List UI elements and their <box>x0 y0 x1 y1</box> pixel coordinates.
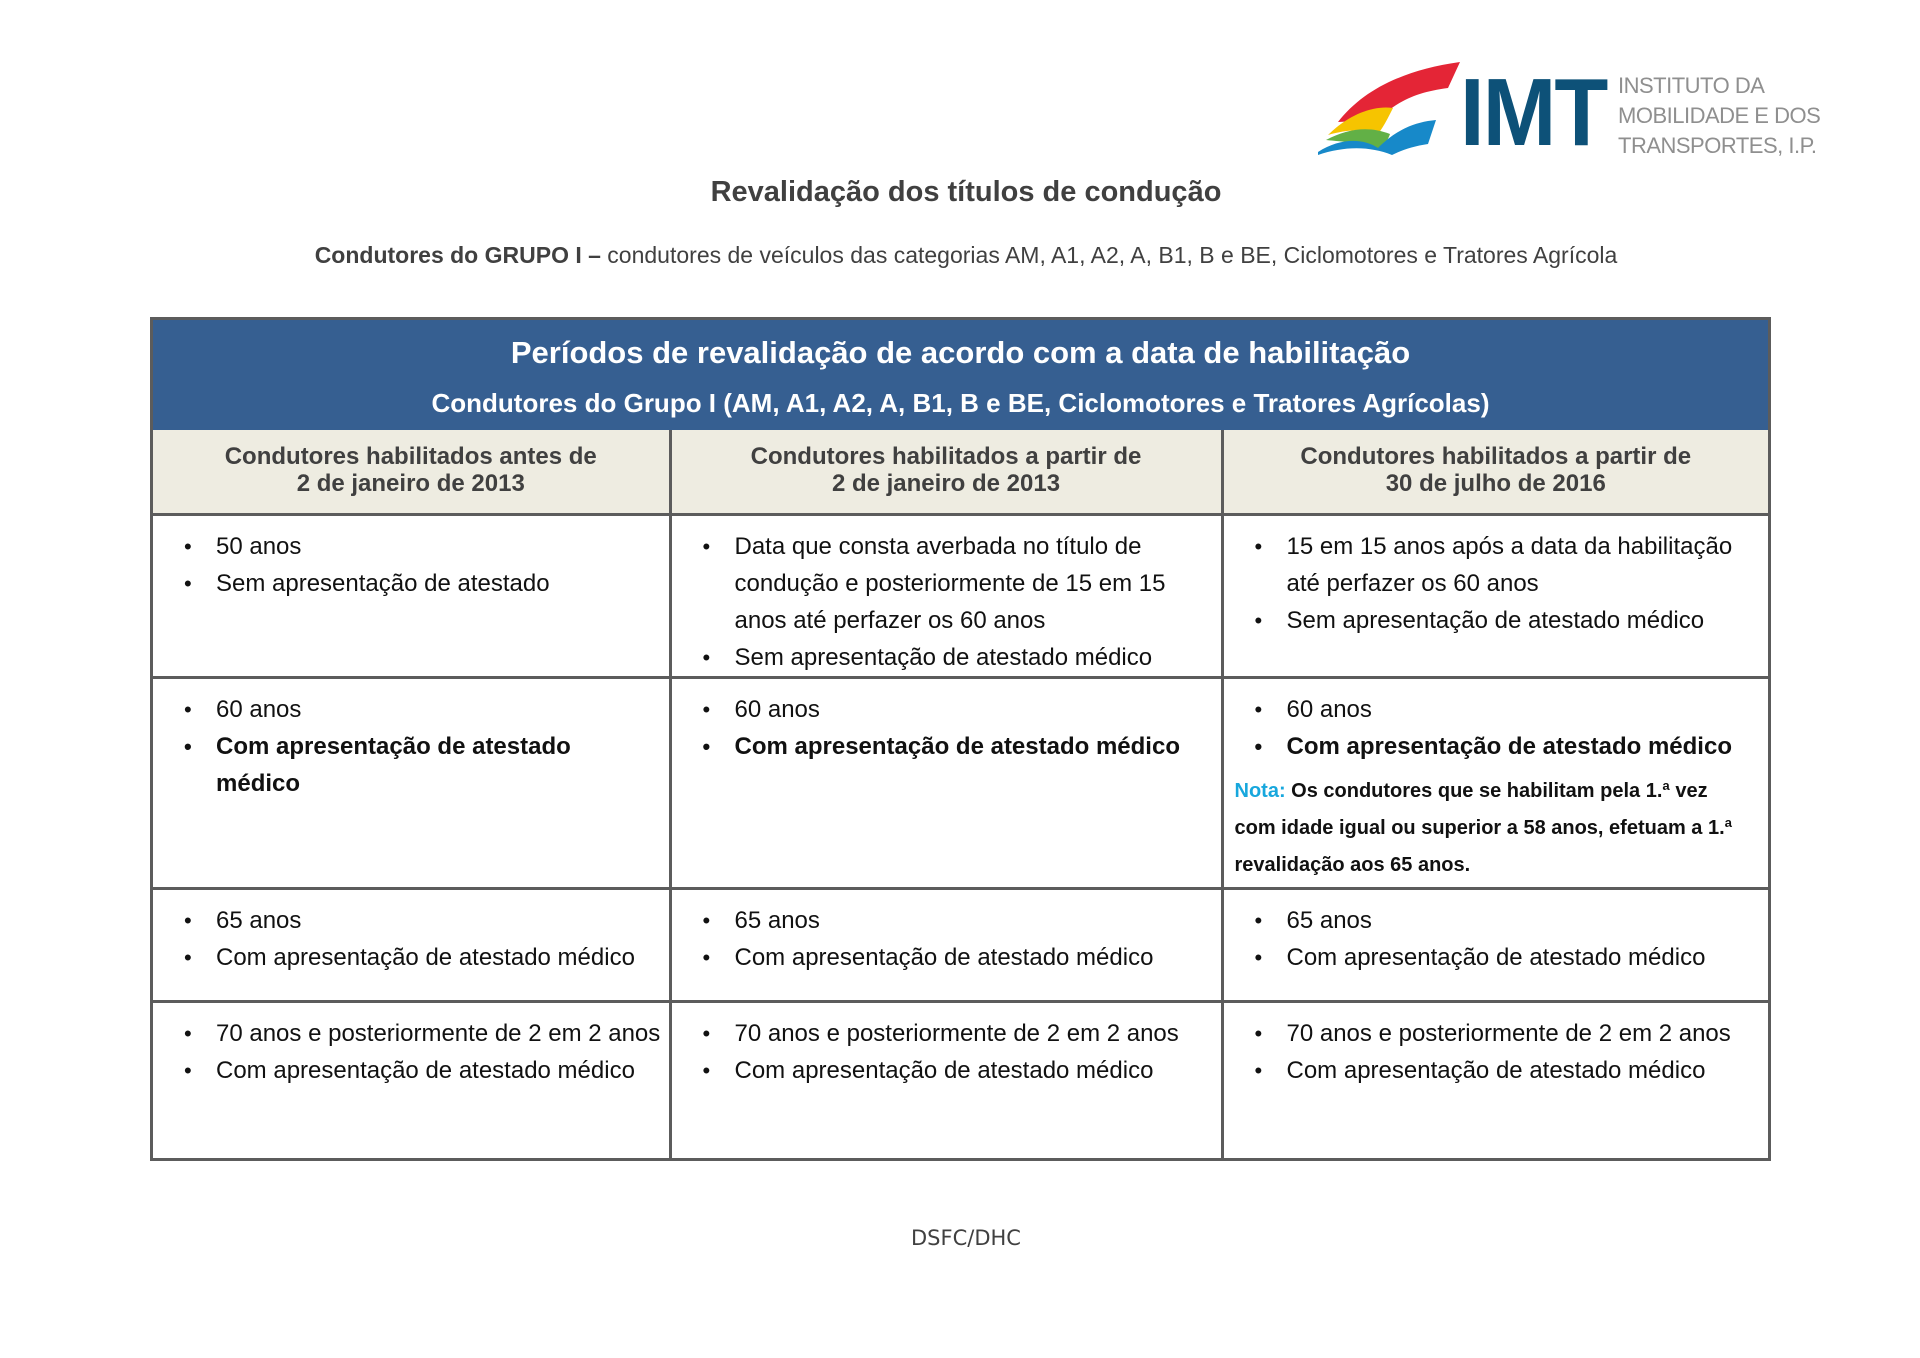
column-header-line: 2 de janeiro de 2013 <box>296 470 525 497</box>
list-item: • Data que consta averbada no título de condução e posteriormente de 15 em 15 anos até perfazer os 60 anos <box>735 528 1213 639</box>
table-row <box>153 514 1768 677</box>
list-item: • Com apresentação de atestado médico <box>1287 728 1761 765</box>
column-header-line: Condutores habilitados a partir de <box>1300 443 1692 470</box>
note <box>1235 773 1755 884</box>
list-item: • Com apresentação de atestado médico <box>216 939 661 976</box>
table-row <box>153 888 1768 1001</box>
logo-name-line: MOBILIDADE E DOS <box>1618 103 1821 128</box>
list-item: • Com apresentação de atestado médico <box>735 939 1213 976</box>
column-header-row <box>153 430 1768 514</box>
page-subtitle <box>0 242 1920 269</box>
list-item: • Com apresentação de atestado médico <box>1287 939 1761 976</box>
list-item: • 65 anos <box>216 902 661 939</box>
imt-logo-name <box>1618 71 1820 161</box>
note-text: Os condutores que se habilitam pela 1.ª vez com idade igual ou superior a 58 anos, efetuam a 1.ª revalidação aos 65 anos. <box>1234 779 1733 876</box>
table-cell <box>1222 514 1768 677</box>
list-item: • 65 anos <box>1287 902 1761 939</box>
list-item: • 70 anos e posteriormente de 2 em 2 anos <box>1287 1015 1761 1052</box>
logo-name-line: INSTITUTO DA <box>1618 73 1765 98</box>
column-header-line: 2 de janeiro de 2013 <box>831 470 1061 497</box>
list-item: • 70 anos e posteriormente de 2 em 2 anos <box>216 1015 661 1052</box>
revalidation-table <box>150 317 1771 1161</box>
table-cell <box>670 514 1222 677</box>
page-title: Revalidação dos títulos de condução <box>710 176 1222 208</box>
table-cell <box>1222 677 1768 888</box>
list-item: • 60 anos <box>735 691 1213 728</box>
banner-subtitle: Condutores do Grupo I (AM, A1, A2, A, B1, B e BE, Ciclomotores e Tratores Agrícolas) <box>431 388 1490 418</box>
list-item: • Com apresentação de atestado médico <box>216 728 661 802</box>
column-header-line: Condutores habilitados antes de <box>224 443 597 470</box>
imt-logo-wave-icon <box>1318 60 1463 155</box>
table-cell <box>670 1001 1222 1158</box>
table-cell <box>153 1001 670 1158</box>
list-item: • 70 anos e posteriormente de 2 em 2 anos <box>735 1015 1213 1052</box>
table-row <box>153 1001 1768 1158</box>
table-cell <box>670 888 1222 1001</box>
list-item: • Sem apresentação de atestado médico <box>735 639 1213 676</box>
logo-name-line: TRANSPORTES, I.P. <box>1618 133 1817 158</box>
list-item: • Com apresentação de atestado médico <box>1287 1052 1761 1089</box>
imt-logo-letters: IMT <box>1460 59 1607 166</box>
footer-code: DSFC/DHC <box>911 1226 1021 1250</box>
column-header-line: Condutores habilitados a partir de <box>750 443 1142 470</box>
table-row <box>153 677 1768 888</box>
table-cell <box>1222 888 1768 1001</box>
banner-title: Períodos de revalidação de acordo com a data de habilitação <box>510 335 1411 370</box>
list-item: • Com apresentação de atestado médico <box>735 1052 1213 1089</box>
list-item: • 65 anos <box>735 902 1213 939</box>
imt-logo <box>1318 59 1828 166</box>
list-item: • Sem apresentação de atestado médico <box>1287 602 1761 639</box>
list-item: • Com apresentação de atestado médico <box>216 1052 661 1089</box>
column-header-line: 30 de julho de 2016 <box>1385 470 1606 497</box>
list-item: • 60 anos <box>216 691 661 728</box>
revalidation-grid <box>153 430 1768 1158</box>
column-header-from-2013 <box>670 430 1222 514</box>
column-header-from-2016 <box>1222 430 1768 514</box>
table-banner <box>153 320 1768 430</box>
table-cell <box>153 514 670 677</box>
list-item: • Com apresentação de atestado médico <box>735 728 1213 765</box>
table-cell <box>153 888 670 1001</box>
list-item: • 50 anos <box>216 528 661 565</box>
list-item: • Sem apresentação de atestado <box>216 565 661 602</box>
list-item: • 15 em 15 anos após a data da habilitação até perfazer os 60 anos <box>1287 528 1761 602</box>
note-label: Nota: <box>1234 779 1286 802</box>
list-item: • 60 anos <box>1287 691 1761 728</box>
table-cell <box>670 677 1222 888</box>
table-cell <box>1222 1001 1768 1158</box>
subtitle-bold: Condutores do GRUPO I – <box>314 242 601 268</box>
subtitle-rest: condutores de veículos das categorias AM, A1, A2, A, B1, B e BE, Ciclomotores e Tratores Agrícola <box>600 242 1618 268</box>
table-cell <box>153 677 670 888</box>
column-header-before-2013 <box>153 430 670 514</box>
